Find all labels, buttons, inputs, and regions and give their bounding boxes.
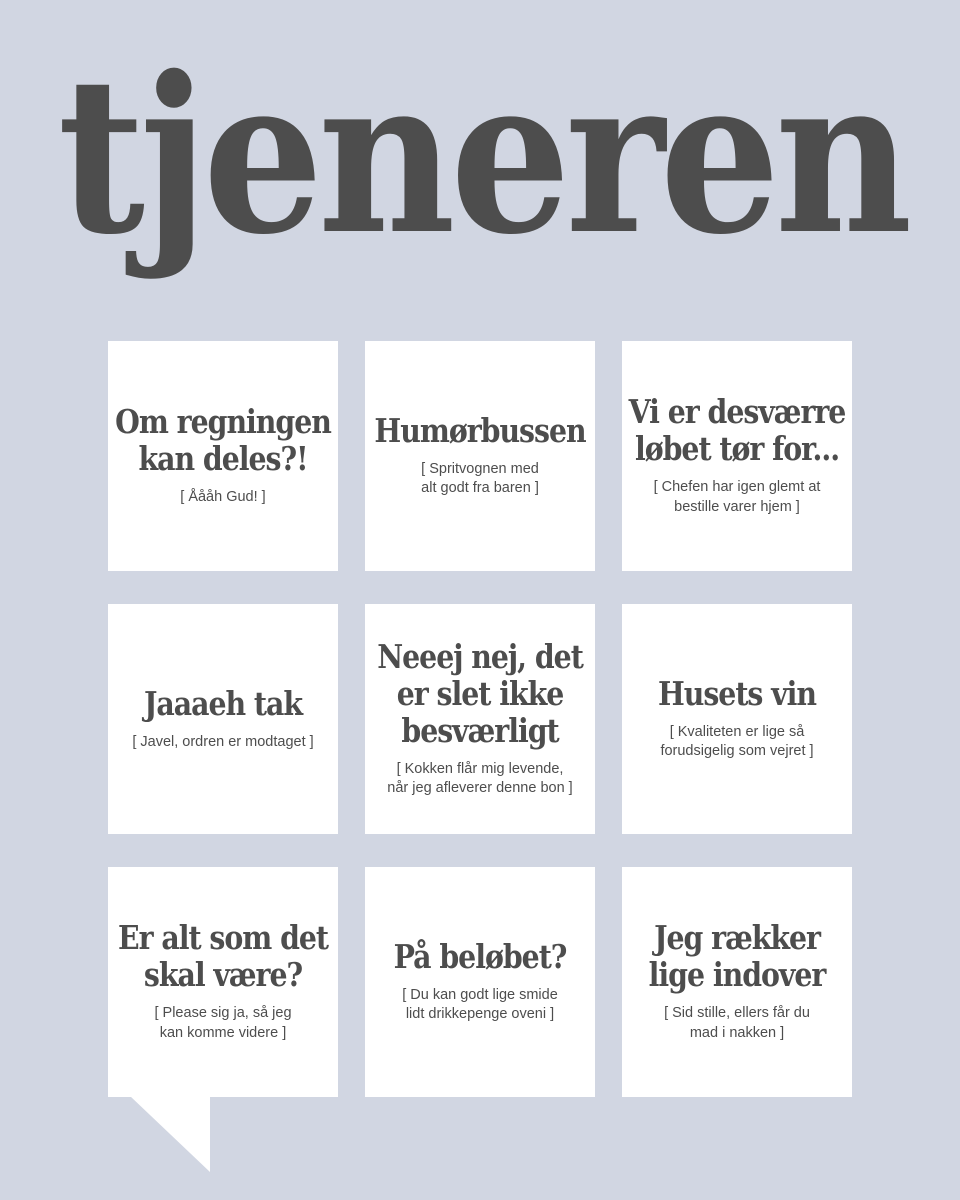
card-note: [ Kokken flår mig levende, når jeg afleverer denne bon ]: [387, 760, 573, 797]
card-phrase: Vi er desværre løbet tør for...: [628, 392, 846, 469]
card-phrase: Neeej nej, det er slet ikke besværligt: [377, 637, 583, 750]
card-note: [ Chefen har igen glemt at bestille varer hjem ]: [653, 479, 821, 515]
poster-title: tjeneren: [57, 29, 908, 282]
phrase-card: [108, 867, 338, 1097]
phrase-grid: [108, 341, 852, 1097]
card-phrase: Er alt som det skal være?: [117, 918, 329, 995]
card-phrase: På beløbet?: [393, 936, 567, 976]
phrase-card: [365, 867, 595, 1097]
phrase-card: [365, 604, 595, 834]
card-note: [ Kvaliteten er lige så forudsigelig som vejret ]: [660, 723, 814, 760]
card-note: [ Spritvognen med alt godt fra baren ]: [421, 460, 539, 497]
phrase-card: [108, 341, 338, 571]
card-phrase: Husets vin: [657, 673, 817, 713]
phrase-card: [108, 604, 338, 834]
card-note: [ Javel, ordren er modtaget ]: [132, 733, 314, 750]
phrase-card: [622, 604, 852, 834]
card-note: [ Åååh Gud! ]: [180, 489, 266, 506]
card-phrase: Om regningen kan deles?!: [115, 402, 331, 479]
card-phrase: Jeg rækker lige indover: [648, 918, 826, 995]
card-phrase: Humørbussen: [374, 410, 586, 450]
phrase-card: [365, 341, 595, 571]
card-phrase: Jaaaeh tak: [143, 683, 302, 723]
card-note: [ Please sig ja, så jeg kan komme videre ]: [154, 1005, 292, 1041]
speech-bubble-tail: [108, 1096, 210, 1172]
card-note: [ Du kan godt lige smide lidt drikkepenge oveni ]: [402, 986, 558, 1023]
phrase-card: [622, 341, 852, 571]
phrase-card: [622, 867, 852, 1097]
card-note: [ Sid stille, ellers får du mad i nakken ]: [664, 1005, 810, 1041]
